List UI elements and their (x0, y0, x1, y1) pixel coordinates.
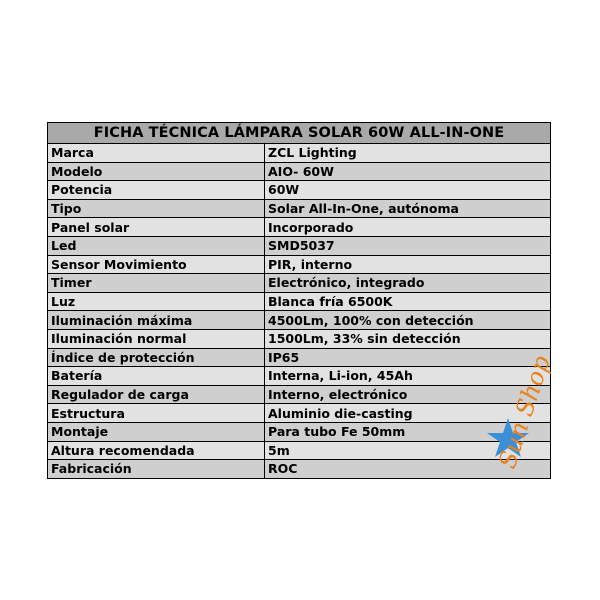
table-row (48, 311, 551, 330)
spec-label: Potencia (48, 181, 265, 200)
spec-value: ZCL Lighting (265, 144, 551, 163)
spec-value: ROC (265, 460, 551, 479)
spec-label: Panel solar (48, 218, 265, 237)
spec-value: 5m (265, 441, 551, 460)
spec-label: Iluminación máxima (48, 311, 265, 330)
spec-label: Tipo (48, 199, 265, 218)
spec-label: Modelo (48, 162, 265, 181)
spec-value: Aluminio die-casting (265, 404, 551, 423)
table-row (48, 218, 551, 237)
table-row (48, 385, 551, 404)
table-row (48, 329, 551, 348)
spec-label: Marca (48, 144, 265, 163)
table-row (48, 441, 551, 460)
spec-label: Fabricación (48, 460, 265, 479)
spec-value: 60W (265, 181, 551, 200)
spec-header-row (48, 123, 551, 144)
spec-label: Batería (48, 367, 265, 386)
table-row (48, 422, 551, 441)
spec-label: Timer (48, 274, 265, 293)
spec-value: SMD5037 (265, 236, 551, 255)
table-row (48, 236, 551, 255)
spec-value: Incorporado (265, 218, 551, 237)
spec-body (48, 144, 551, 479)
spec-label: Estructura (48, 404, 265, 423)
spec-value: 4500Lm, 100% con detección (265, 311, 551, 330)
spec-label: Led (48, 236, 265, 255)
table-row (48, 460, 551, 479)
spec-value: 1500Lm, 33% sin detección (265, 329, 551, 348)
spec-label: Iluminación normal (48, 329, 265, 348)
spec-value: Electrónico, integrado (265, 274, 551, 293)
table-row (48, 162, 551, 181)
table-row (48, 292, 551, 311)
spec-label: Índice de protección (48, 348, 265, 367)
spec-value: Interno, electrónico (265, 385, 551, 404)
table-row (48, 144, 551, 163)
spec-value: AIO- 60W (265, 162, 551, 181)
table-row (48, 255, 551, 274)
table-row (48, 199, 551, 218)
spec-label: Montaje (48, 422, 265, 441)
table-row (48, 348, 551, 367)
sun-shop-logo (478, 330, 558, 480)
spec-label: Luz (48, 292, 265, 311)
spec-value: Interna, Li-ion, 45Ah (265, 367, 551, 386)
table-row (48, 404, 551, 423)
spec-value: Solar All-In-One, autónoma (265, 199, 551, 218)
spec-value: IP65 (265, 348, 551, 367)
spec-title: FICHA TÉCNICA LÁMPARA SOLAR 60W ALL-IN-ONE (48, 123, 551, 144)
spec-table (47, 122, 551, 479)
table-row (48, 274, 551, 293)
spec-value: Para tubo Fe 50mm (265, 422, 551, 441)
table-row (48, 367, 551, 386)
table-row (48, 181, 551, 200)
spec-label: Sensor Movimiento (48, 255, 265, 274)
spec-label: Altura recomendada (48, 441, 265, 460)
spec-value: PIR, interno (265, 255, 551, 274)
sun-shop-logo-text: Sun Shop (493, 352, 556, 472)
spec-value: Blanca fría 6500K (265, 292, 551, 311)
spec-label: Regulador de carga (48, 385, 265, 404)
